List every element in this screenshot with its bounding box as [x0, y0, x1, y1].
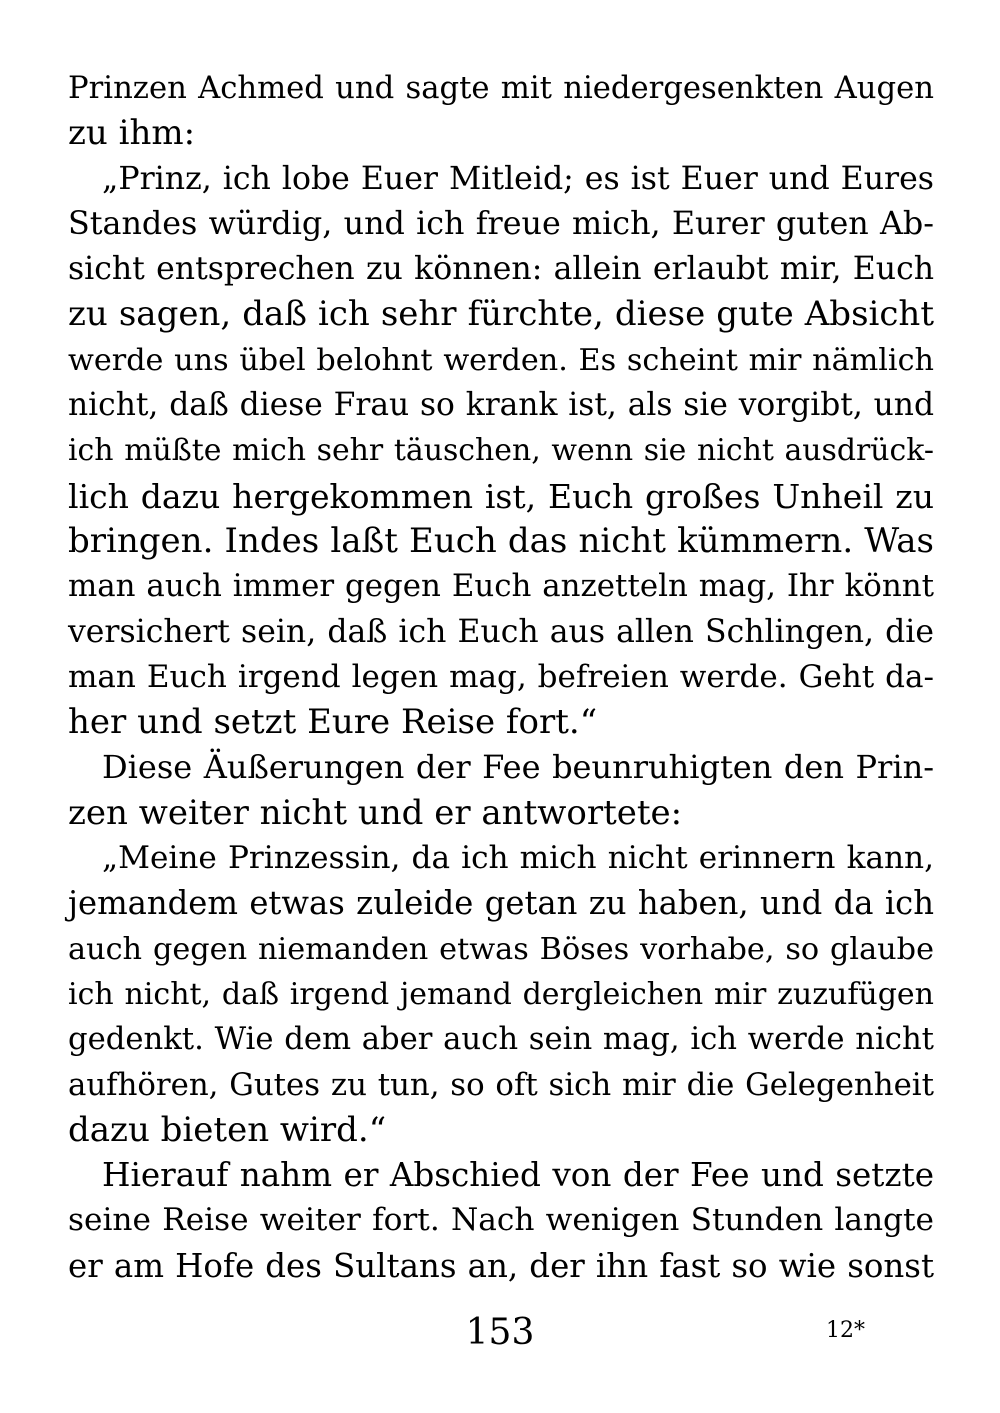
text-line: Diese Äußerungen der Fee beunruhigten den Prin- [102, 748, 934, 787]
text-line: lich dazu hergekommen ist, Euch großes Unheil zu [68, 476, 934, 516]
text-line: jemandem etwas zuleide getan zu haben, und da ich [68, 884, 934, 923]
text-line: zu sagen, daß ich sehr fürchte, diese gute Absicht [68, 294, 934, 335]
text-line: Hierauf nahm er Abschied von der Fee und setzte [102, 1156, 934, 1195]
text-line: sicht entsprechen zu können: allein erlaubt mir, Euch [68, 251, 934, 288]
text-line: man auch immer gegen Euch anzetteln mag, Ihr könnt [68, 568, 934, 605]
text-line: gedenkt. Wie dem aber auch sein mag, ich werde nicht [68, 1022, 934, 1058]
text-line: zen weiter nicht und er antwortete: [68, 792, 683, 833]
text-line: her und setzt Eure Reise fort.“ [68, 702, 598, 743]
signature-mark: 12* [826, 1318, 865, 1343]
text-line: aufhören, Gutes zu tun, so oft sich mir die Gelegenheit [68, 1066, 934, 1103]
text-line: „Meine Prinzessin, da ich mich nicht erinnern kann, [102, 840, 934, 877]
text-line: seine Reise weiter fort. Nach wenigen Stunden langte [68, 1202, 934, 1239]
text-line: dazu bieten wird.“ [68, 1109, 387, 1150]
text-line: bringen. Indes laßt Euch das nicht kümmern. Was [68, 520, 934, 561]
page-number: 153 [465, 1312, 535, 1353]
text-line: versichert sein, daß ich Euch aus allen Schlingen, die [68, 613, 934, 650]
body-text [68, 66, 934, 1289]
text-line: zu ihm: [68, 113, 196, 154]
text-line: auch gegen niemanden etwas Böses vorhabe, so glaube [68, 931, 934, 967]
text-line: man Euch irgend legen mag, befreien werde. Geht da- [68, 658, 934, 695]
text-line: ich müßte mich sehr täuschen, wenn sie nicht ausdrück- [68, 433, 934, 469]
text-line: werde uns übel belohnt werden. Es scheint mir nämlich [68, 342, 934, 378]
text-line: nicht, daß diese Frau so krank ist, als sie vorgibt, und [68, 387, 934, 424]
text-line: Standes würdig, und ich freue mich, Eurer guten Ab- [68, 205, 934, 242]
text-line: Prinzen Achmed und sagte mit niedergesenkten Augen [68, 71, 934, 106]
text-line: „Prinz, ich lobe Euer Mitleid; es ist Euer und Eures [102, 160, 934, 197]
text-line: ich nicht, daß irgend jemand dergleichen mir zuzufügen [68, 976, 934, 1012]
text-line: er am Hofe des Sultans an, der ihn fast so wie sonst [68, 1246, 934, 1285]
